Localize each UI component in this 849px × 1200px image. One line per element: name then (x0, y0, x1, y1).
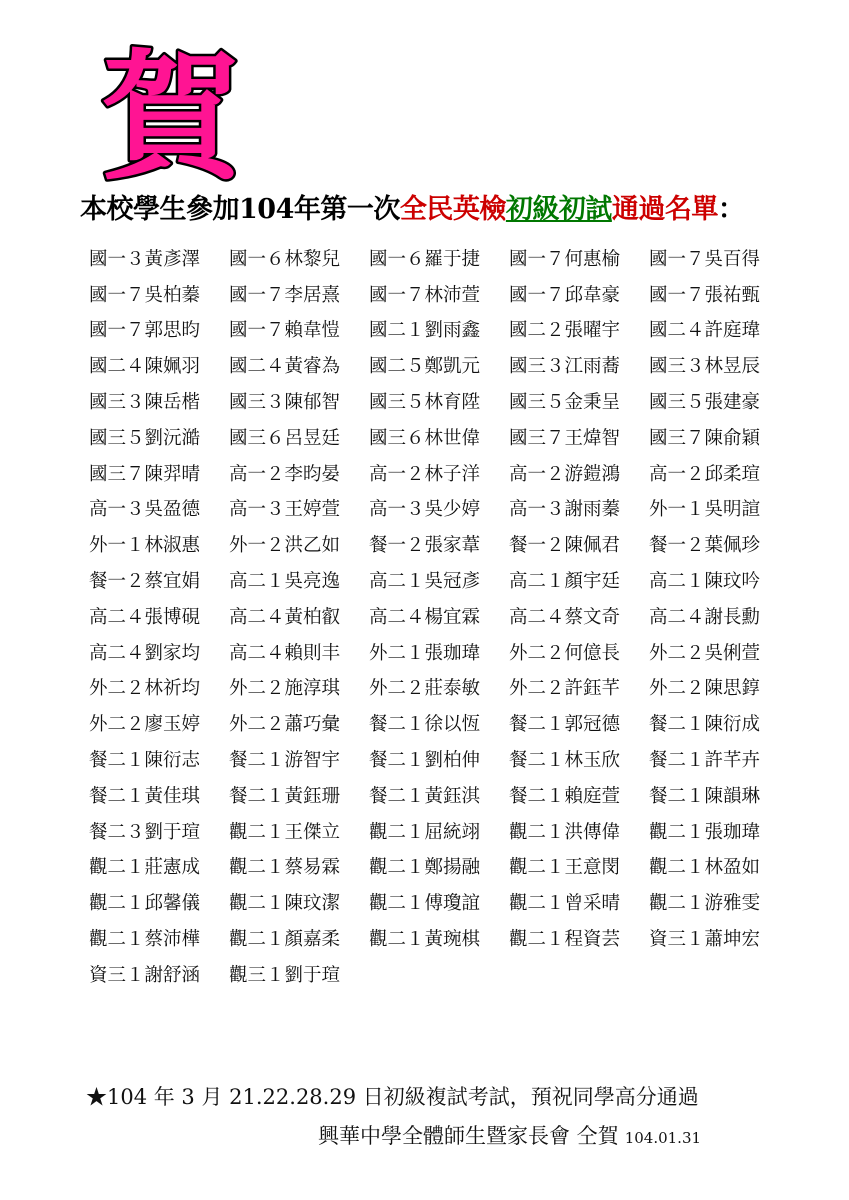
title-part: 通過名單 (611, 194, 718, 225)
student-entry: 外一１吳明諠 (649, 499, 761, 521)
student-entry: 外二２許鈺芊 (509, 678, 621, 700)
student-entry: 高一２李昀晏 (229, 463, 341, 485)
student-entry: 高二４楊宜霖 (369, 606, 481, 628)
student-entry: 國一７林沛萱 (369, 284, 481, 306)
student-entry: 餐一２張家葦 (369, 535, 481, 557)
student-entry: 國二４黃睿為 (229, 356, 341, 378)
student-entry: 國三３陳郁智 (229, 392, 341, 414)
student-entry: 國三３林昱辰 (649, 356, 761, 378)
student-entry: 觀二１洪傳偉 (509, 821, 621, 843)
student-entry: 高一２邱柔瑄 (649, 463, 761, 485)
student-entry: 國一７張祐甄 (649, 284, 761, 306)
title-part: 全民英檢 (399, 194, 506, 225)
list-row (89, 240, 809, 276)
student-entry: 觀二１傅瓊誼 (369, 893, 481, 915)
student-entry: 外二１張珈瑋 (369, 642, 481, 664)
list-row (89, 526, 809, 562)
title-part: ： (717, 194, 745, 225)
student-entry: 餐二１徐以恆 (369, 714, 481, 736)
student-entry: 餐二１郭冠德 (509, 714, 621, 736)
student-entry: 觀二１游雅雯 (649, 893, 761, 915)
student-entry: 國三３江雨蕎 (509, 356, 621, 378)
student-entry: 國三３陳岳楷 (89, 392, 201, 414)
student-entry: 外二２吳俐萱 (649, 642, 761, 664)
student-entry: 餐二１陳衍成 (649, 714, 761, 736)
student-entry: 餐二１黃佳琪 (89, 785, 201, 807)
student-entry: 外二２林祈均 (89, 678, 201, 700)
list-row (89, 347, 809, 383)
student-entry: 餐二１許芊卉 (649, 750, 761, 772)
student-entry: 觀二１顏嘉柔 (229, 929, 341, 951)
list-row (89, 813, 809, 849)
student-entry: 國一７李居熹 (229, 284, 341, 306)
list-row (89, 884, 809, 920)
student-entry: 高二４賴則丰 (229, 642, 341, 664)
student-entry: 國二２張曜宇 (509, 320, 621, 342)
student-entry: 外二２廖玉婷 (89, 714, 201, 736)
student-entry: 高二４張博硯 (89, 606, 201, 628)
student-entry: 國一６林黎兒 (229, 248, 341, 270)
student-entry: 高一２游鎧鴻 (509, 463, 621, 485)
student-entry: 國一７吳柏蓁 (89, 284, 201, 306)
student-entry: 觀二１張珈瑋 (649, 821, 761, 843)
student-entry: 國二４陳姵羽 (89, 356, 201, 378)
student-entry: 國一７賴韋愷 (229, 320, 341, 342)
student-entry: 觀二１林盈如 (649, 857, 761, 879)
student-entry: 觀二１曾采晴 (509, 893, 621, 915)
student-entry: 國三７陳羿晴 (89, 463, 201, 485)
student-entry: 高二４蔡文奇 (509, 606, 621, 628)
student-entry: 高二１顏宇廷 (509, 571, 621, 593)
student-entry: 國一７邱韋豪 (509, 284, 621, 306)
student-entry: 外二２陳思錞 (649, 678, 761, 700)
student-entry: 國三６呂昱廷 (229, 427, 341, 449)
student-entry: 國三７王煒智 (509, 427, 621, 449)
page-title (80, 190, 800, 230)
student-entry: 觀二１程資芸 (509, 929, 621, 951)
student-entry: 高一２林子洋 (369, 463, 481, 485)
list-row (89, 741, 809, 777)
student-entry: 餐二１黃鈺淇 (369, 785, 481, 807)
title-part: 本校學生參加104年第一次 (80, 194, 400, 225)
student-entry: 餐二１游智宇 (229, 750, 341, 772)
signature-text: 興華中學全體師生暨家長會 仝賀 (318, 1124, 619, 1148)
student-entry: 資三１謝舒涵 (89, 964, 201, 986)
student-entry: 觀三１劉于瑄 (229, 964, 341, 986)
student-entry: 國一７吳百得 (649, 248, 761, 270)
student-entry: 觀二１鄭揚融 (369, 857, 481, 879)
student-entry: 高一３王婷萱 (229, 499, 341, 521)
passed-student-list (89, 240, 809, 992)
student-entry: 國三５張建豪 (649, 392, 761, 414)
student-entry: 餐二１陳衍志 (89, 750, 201, 772)
student-entry: 高二１吳冠彥 (369, 571, 481, 593)
list-row (89, 455, 809, 491)
student-entry: 外二２莊泰敏 (369, 678, 481, 700)
student-entry: 觀二１陳玟潔 (229, 893, 341, 915)
student-entry: 外一１林淑惠 (89, 535, 201, 557)
student-entry: 外二２何億長 (509, 642, 621, 664)
student-entry: 高二４謝長勳 (649, 606, 761, 628)
student-entry: 國一３黃彥澤 (89, 248, 201, 270)
list-row (89, 777, 809, 813)
student-entry: 餐二１林玉欣 (509, 750, 621, 772)
student-entry: 國二５鄭凱元 (369, 356, 481, 378)
student-entry: 餐二１劉柏伸 (369, 750, 481, 772)
student-entry: 國一６羅于捷 (369, 248, 481, 270)
student-entry: 餐一２葉佩珍 (649, 535, 761, 557)
student-entry: 餐一２陳佩君 (509, 535, 621, 557)
student-entry: 國一７何惠榆 (509, 248, 621, 270)
list-row (89, 634, 809, 670)
list-row (89, 491, 809, 527)
student-entry: 高二４黃柏叡 (229, 606, 341, 628)
student-entry: 外二２蕭巧彙 (229, 714, 341, 736)
list-row (89, 920, 809, 956)
student-entry: 觀二１王意閔 (509, 857, 621, 879)
student-entry: 國三５林育陞 (369, 392, 481, 414)
student-entry: 餐一２蔡宜娟 (89, 571, 201, 593)
list-row (89, 849, 809, 885)
student-entry: 國一７郭思昀 (89, 320, 201, 342)
list-row (89, 419, 809, 455)
student-entry: 觀二１蔡沛樺 (89, 929, 201, 951)
student-entry: 觀二１屈統翊 (369, 821, 481, 843)
congratulations-logo (96, 38, 246, 188)
list-row (89, 598, 809, 634)
student-entry: 國三７陳俞穎 (649, 427, 761, 449)
list-row (89, 312, 809, 348)
list-row (89, 670, 809, 706)
list-row (89, 276, 809, 312)
title-part: 初級初試 (505, 194, 612, 225)
student-entry: 餐二１賴庭萱 (509, 785, 621, 807)
student-entry: 高一３吳盈德 (89, 499, 201, 521)
list-row (89, 956, 809, 992)
student-entry: 觀二１王傑立 (229, 821, 341, 843)
student-entry: 高一３謝雨蓁 (509, 499, 621, 521)
student-entry: 觀二１邱馨儀 (89, 893, 201, 915)
exam-notice (86, 1081, 699, 1111)
student-entry: 國三５金秉呈 (509, 392, 621, 414)
student-entry: 資三１蕭坤宏 (649, 929, 761, 951)
student-entry: 國二１劉雨鑫 (369, 320, 481, 342)
student-entry: 外一２洪乙如 (229, 535, 341, 557)
student-entry: 高一３吳少婷 (369, 499, 481, 521)
list-row (89, 705, 809, 741)
student-entry: 觀二１蔡易霖 (229, 857, 341, 879)
list-row (89, 562, 809, 598)
student-entry: 外二２施淳琪 (229, 678, 341, 700)
student-entry: 觀二１莊憲成 (89, 857, 201, 879)
list-row (89, 383, 809, 419)
student-entry: 餐二１陳韻琳 (649, 785, 761, 807)
student-entry: 餐二３劉于瑄 (89, 821, 201, 843)
student-entry: 高二１吳亮逸 (229, 571, 341, 593)
student-entry: 高二４劉家均 (89, 642, 201, 664)
student-entry: 國三５劉沅澔 (89, 427, 201, 449)
exam-notice-text: ★104 年 3 月 21.22.28.29 日初級複試考試，預祝同學高分通過 (86, 1085, 699, 1109)
logo-char: 賀 (100, 38, 242, 188)
student-entry: 國二４許庭瑋 (649, 320, 761, 342)
student-entry: 高二１陳玟吟 (649, 571, 761, 593)
student-entry: 餐二１黃鈺珊 (229, 785, 341, 807)
student-entry: 國三６林世偉 (369, 427, 481, 449)
student-entry: 觀二１黃琬棋 (369, 929, 481, 951)
congratulation-signature (318, 1120, 701, 1150)
announcement-date: 104.01.31 (624, 1129, 702, 1147)
